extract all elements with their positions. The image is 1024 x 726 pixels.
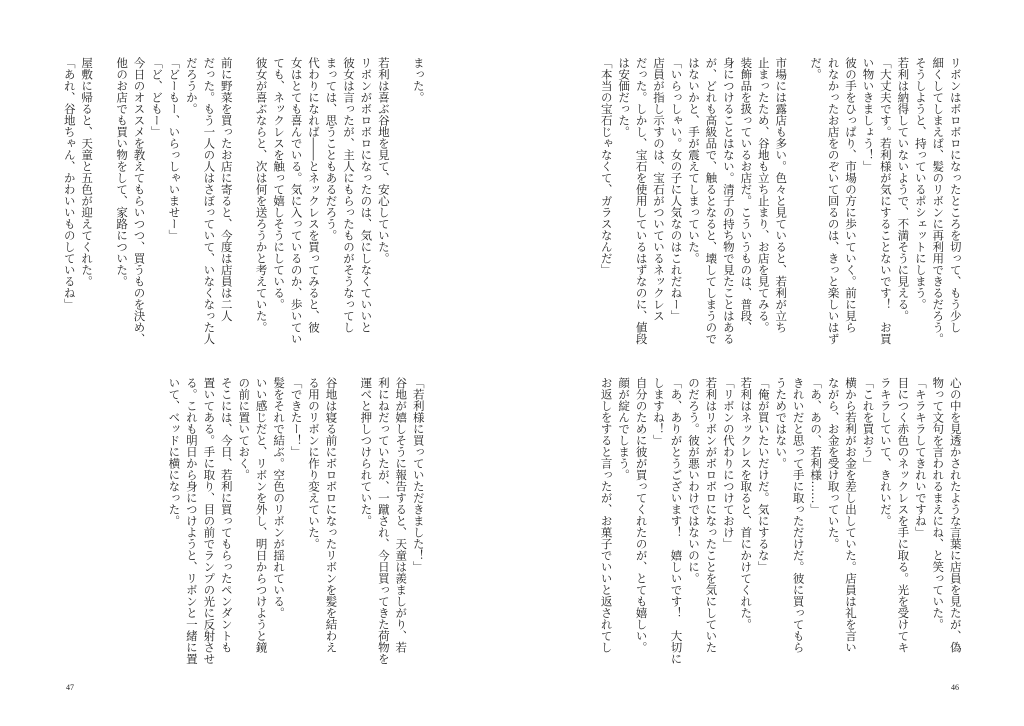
text-line: まっては、思うこともあるだろう。: [324, 57, 339, 241]
blank-line: [235, 57, 252, 349]
text-line: ても、ネックレスを触って嬉しそうにしている。: [272, 57, 287, 310]
text-line: そうしようと、持っているポシェットにしまう。: [913, 57, 928, 310]
blank-line: [392, 57, 409, 349]
text-line: 店員が指し示すのは、宝石がついているネックレス: [652, 57, 667, 322]
text-line: は安価だった。: [617, 57, 632, 138]
text-line: 身につけることはない。清子の持ち物で見たことはある: [721, 57, 736, 345]
blank-line: [789, 57, 806, 349]
text-line: が、どれも高級品で、触るとなると、壊してしまうので: [704, 57, 719, 345]
text-line: 装飾品を扱っているお店だ。こういうものは、普段、: [739, 57, 754, 333]
text-line: のだろう。彼が悪いわけではないのに。: [686, 377, 701, 584]
blank-line: [95, 57, 112, 349]
text-line: 「あ、あの、若利様……」: [809, 377, 824, 515]
text-line: 心の中を見透かされたような言葉に店員を見たが、偽: [948, 377, 963, 653]
text-line: 市場には露店も多い。色々と見ていると、若利が立ち: [774, 57, 789, 333]
text-line: リボンはボロボロになったところを切って、もう少し: [948, 57, 963, 333]
text-line: 止まったため、谷地も立ち止まり、お店を見てみる。: [756, 57, 771, 333]
text-line: だった。しかし、宝石を使用しているはずなのに、値段: [634, 57, 649, 345]
text-line: 「大丈夫です。若利様が気にすることないです！ お買: [878, 57, 893, 345]
text-line: 横から若利がお金を差し出していた。店員は礼を言い: [844, 377, 859, 653]
text-line: 「あ、ありがとうございます！ 嬉しいです！ 大切に: [669, 377, 684, 665]
text-line: 運べと押しつけられていた。: [359, 377, 374, 527]
text-line: 「いらっしゃい。女の子に人気なのはこれだねー」: [669, 57, 684, 322]
text-line: 代わりになれば――とネックレスを買ってみると、彼: [307, 57, 322, 333]
text-line: 「俺が買いたいだけだ。気にするな」: [756, 377, 771, 573]
text-line: 前に野菜を買ったお店に寄ると、今度は店員は二人: [219, 57, 234, 322]
text-line: る用のリボンに作り変えていた。: [307, 377, 322, 550]
text-line: 「キラキラしてきれいですね」: [913, 377, 928, 538]
text-line: まった。: [411, 57, 426, 103]
text-line: しますね！」: [652, 377, 667, 446]
text-line: だ。: [809, 57, 824, 80]
text-line: きれいだと思って手に取っただけだ。彼に買ってもら: [791, 377, 806, 653]
page-number: 46: [951, 683, 959, 692]
text-line: 若利はリボンがボロボロになったことを気にしていた: [704, 377, 719, 653]
page-47-lower-text: [60, 377, 426, 669]
text-line: 彼女は言ったが、主人にもらったものがそうなってし: [341, 57, 356, 333]
text-line: の前に置いておく。: [237, 377, 252, 481]
text-line: リボンがボロボロになったのは、気にしなくていいと: [359, 57, 374, 333]
text-line: 「どーもー、いらっしゃいませー」: [167, 57, 182, 241]
page-46: [512, 0, 1024, 726]
page-47-upper-text: [60, 57, 426, 349]
page-46-lower-text: [597, 377, 963, 669]
text-line: 顔が綻んでしまう。: [617, 377, 632, 481]
text-line: 若利は納得していないようで、不満そうに見える。: [896, 57, 911, 322]
text-line: 若利は喜ぶ谷地を見て、安心していた。: [376, 57, 391, 264]
text-line: いて、ベッドに横になった。: [167, 377, 182, 527]
text-line: 「あれ、谷地ちゃん、かわいいものしているね」: [62, 57, 77, 310]
text-line: 「ど、どもー」: [149, 57, 164, 138]
text-line: 谷地は寝る前にボロボロになったリボンを髪を結わえ: [324, 377, 339, 653]
text-line: 今日のオススメを教えてもらいつつ、買うものを決め、: [132, 57, 147, 345]
text-line: いい感じだと、リボンを外し、明日からつけようと鏡: [254, 377, 269, 653]
text-line: 「若利様に買っていただきました！」: [411, 377, 426, 573]
page-46-upper-text: [597, 57, 963, 349]
text-line: 髪をそれで結ぶ。空色のリボンが揺れている。: [272, 377, 287, 619]
text-line: 「これを買おう」: [861, 377, 876, 469]
text-line: い物いきましょう！」: [861, 57, 876, 172]
text-line: 屋敷に帰ると、天童と五色が迎えてくれた。: [80, 57, 95, 287]
page-number: 47: [66, 683, 74, 692]
text-line: 他のお店でも買い物をして、家路についた。: [115, 57, 130, 287]
blank-line: [339, 377, 356, 669]
text-line: 「リボンの代わりにつけておけ」: [721, 377, 736, 550]
text-line: 置いてある。手に取り、目の前でランプの光に反射させ: [202, 377, 217, 665]
text-line: そこには、今日、若利に買ってもらったペンダントも: [219, 377, 234, 653]
text-line: 細くしてしまえば、髪のリボンに再利用できるだろう。: [931, 57, 946, 345]
text-line: 「できたー！」: [289, 377, 304, 458]
text-line: 若利はネックレスを取ると、首にかけてくれた。: [739, 377, 754, 630]
text-line: 谷地が嬉しそうに報告すると、天童は羨ましがり、若: [394, 377, 409, 653]
text-line: 彼の手をひっぱり、市場の方に歩いていく。前に見ら: [844, 57, 859, 333]
text-line: はないかと、手が震えてしまっていた。: [686, 57, 701, 264]
text-line: うためではない。: [774, 377, 789, 469]
text-line: ながら、お金を受け取っていた。: [826, 377, 841, 550]
text-line: 女はとても喜んでいる。気に入っているのか、歩いてい: [289, 57, 304, 345]
text-line: 利にねだっていたが、一蹴され、今日買ってきた荷物を: [376, 377, 391, 665]
text-line: だろうか。: [184, 57, 199, 115]
text-line: 自分のために彼が買ってくれたのが、とても嬉しい。: [634, 377, 649, 653]
text-line: ラキラしていて、きれいだ。: [878, 377, 893, 527]
text-line: 彼女が喜ぶならと、次は何を送ろうかと考えていた。: [254, 57, 269, 333]
text-line: れなかったお店をのぞいて回るのは、きっと楽しいはず: [826, 57, 841, 345]
text-line: る。これも明日から身につけようと、リボンと一緒に置: [184, 377, 199, 665]
text-line: 物って文句を言われるまえにね、と笑っていた。: [931, 377, 946, 630]
text-line: 目につく赤色のネックレスを手に取る。光を受けてキ: [896, 377, 911, 653]
text-line: 「本当の宝石じゃなくて、ガラスなんだ」: [599, 57, 614, 276]
text-line: だった。もう一人の人はさぼっていて、いなくなった人: [202, 57, 217, 345]
text-line: お返しをすると言ったが、お菓子でいいと返されてし: [599, 377, 614, 653]
